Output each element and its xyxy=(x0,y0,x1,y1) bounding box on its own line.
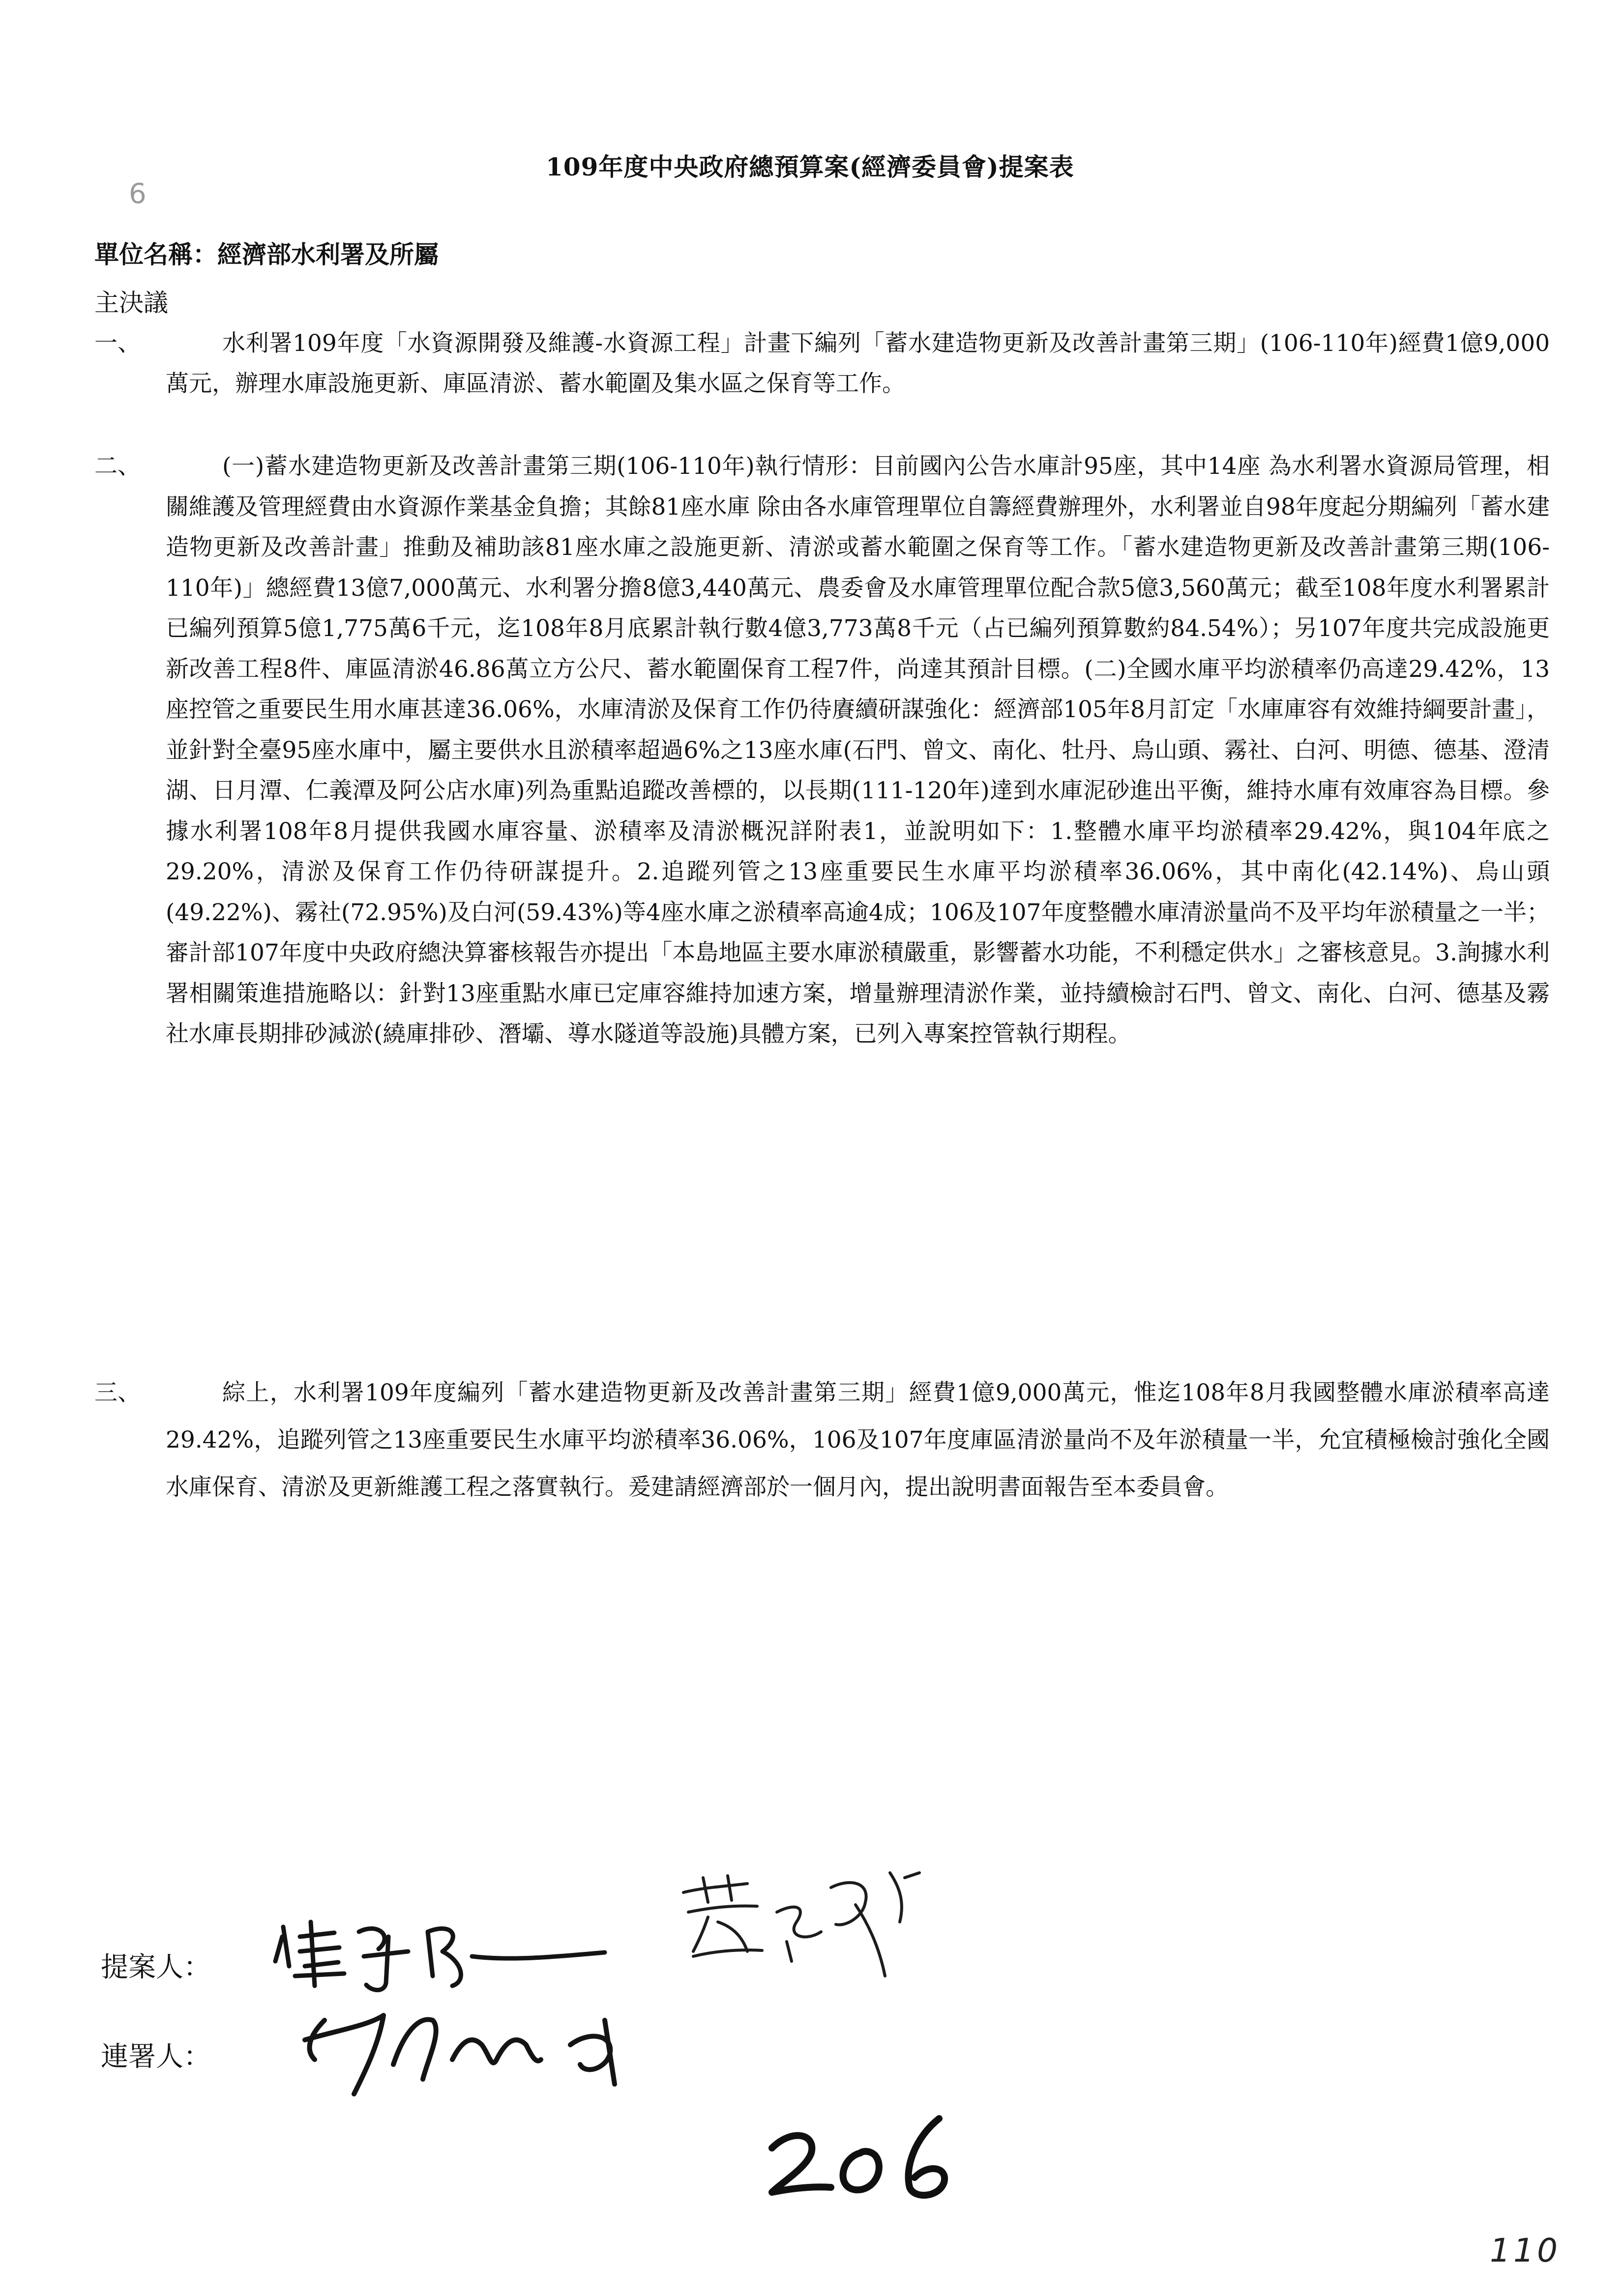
proposer-label: 提案人： xyxy=(101,1951,211,1983)
resolution-item-3 xyxy=(94,1369,1550,1511)
item-number: 一、 xyxy=(94,330,141,357)
resolution-item-2 xyxy=(94,446,1550,1055)
item-number: 三、 xyxy=(94,1379,141,1406)
document-title: 109年度中央政府總預算案(經濟委員會)提案表 xyxy=(546,152,1074,181)
resolution-item-1 xyxy=(94,323,1550,404)
handwritten-page-count xyxy=(762,2109,969,2209)
unit-name-value: 經濟部水利署及所屬 xyxy=(217,240,439,269)
page-number: 110 xyxy=(1490,2232,1561,2269)
item-text: 綜上，水利署109年度編列「蓄水建造物更新及改善計畫第三期」經費1億9,000萬元，惟迄108年8月我國整體水庫淤積率高達29.42%，追蹤列管之13座重要民生水庫平均淤積率36.06%，106及107年度庫區清淤量尚不及年淤積量一半，允宜積極檢討強化全國水庫保育、清淤及更新維護工程之落實執行。爰建請經濟部於一個月內，提出說明書面報告至本委員會。 xyxy=(166,1379,1550,1501)
proposer-signature-2 xyxy=(674,1858,929,2005)
main-resolution-label: 主決議 xyxy=(94,289,168,317)
item-number: 二、 xyxy=(94,453,141,480)
corner-pencil-mark: 6 xyxy=(129,178,147,210)
item-text: (一)蓄水建造物更新及改善計畫第三期(106-110年)執行情形：目前國內公告水庫計95座，其中14座 為水利署水資源局管理，相關維護及管理經費由水資源作業基金負擔；其餘81座水庫 除由各水庫管理單位自籌經費辦理外，水利署並自98年度起分期編列「蓄水建造物更新及改善計畫」推動及補助該81座水庫之設施更新、清淤或蓄水範圍之保育等工作。「蓄水建造物更新及改善計畫第三期(106-110年)」總經費13億7,000萬元、水利署分擔8億3,440萬元、農委會及水庫管理單位配合款5億3,560萬元；截至108年度水利署累計已編列預算5億1,775萬6千元，迄108年8月底累計執行數4億3,773萬8千元（占已編列預算數約84.54%）；另107年度共完成設施更新改善工程8件、庫區清淤46.86萬立方公尺、蓄水範圍保育工程7件，尚達其預計目標。(二)全國水庫平均淤積率仍高達29.42%，13座控管之重要民生用水庫甚達36.06%，水庫清淤及保育工作仍待賡續研謀強化：經濟部105年8月訂定「水庫庫容有效維持綱要計畫」，並針對全臺95座水庫中，屬主要供水且淤積率超過6%之13座水庫(石門、曾文、南化、牡丹、烏山頭、霧社、白河、明德、德基、澄清湖、日月潭、仁義潭及阿公店水庫)列為重點追蹤改善標的，以長期(111-120年)達到水庫泥砂進出平衡，維持水庫有效庫容為目標。參據水利署108年8月提供我國水庫容量、淤積率及清淤概況詳附表1，並說明如下：1.整體水庫平均淤積率29.42%，與104年底之29.20%，清淤及保育工作仍待研謀提升。2.追蹤列管之13座重要民生水庫平均淤積率36.06%，其中南化(42.14%)、烏山頭(49.22%)、霧社(72.95%)及白河(59.43%)等4座水庫之淤積率高逾4成；106及107年度整體水庫清淤量尚不及平均年淤積量之一半；審計部107年度中央政府總決算審核報告亦提出「本島地區主要水庫淤積嚴重，影響蓄水功能，不利穩定供水」之審核意見。3.詢據水利署相關策進措施略以：針對13座重點水庫已定庫容維持加速方案，增量辦理清淤作業，並持續檢討石門、曾文、南化、白河、德基及霧社水庫長期排砂減淤(繞庫排砂、潛壩、導水隧道等設施)具體方案，已列入專案控管執行期程。 xyxy=(166,453,1550,1047)
unit-name-label: 單位名稱： xyxy=(94,240,217,269)
unit-name-line xyxy=(94,235,439,270)
item-text: 水利署109年度「水資源開發及維護-水資源工程」計畫下編列「蓄水建造物更新及改善計畫第三期」(106-110年)經費1億9,000萬元，辦理水庫設施更新、庫區清淤、蓄水範圍及集水區之保育等工作。 xyxy=(166,330,1550,397)
cosigner-signature xyxy=(295,1986,639,2104)
cosigner-label: 連署人： xyxy=(101,2041,211,2073)
